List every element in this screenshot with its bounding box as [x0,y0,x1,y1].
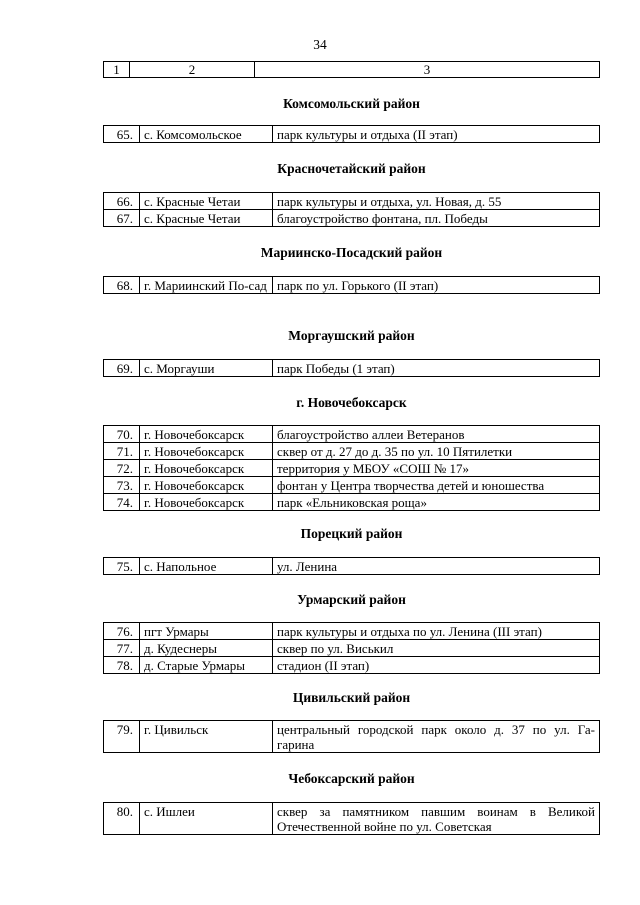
row-object: стадион (II этап) [273,657,600,674]
row-object: сквер за памятником павшим воинам в Великой Отечественной войне по ул. Советская [273,803,600,835]
row-place: д. Кудеснеры [140,640,273,657]
section-title: Чебоксарский район [288,771,415,786]
section-table [103,125,600,143]
section-table [103,192,600,227]
row-number: 76. [104,623,140,640]
row-object: парк Победы (1 этап) [273,360,600,377]
table-row [104,657,600,674]
row-number: 69. [104,360,140,377]
row-number: 75. [104,558,140,575]
row-place: с. Ишлеи [140,803,273,835]
row-number: 67. [104,210,140,227]
row-number: 73. [104,477,140,494]
row-number: 71. [104,443,140,460]
row-object: благоустройство фонтана, пл. Победы [273,210,600,227]
row-place: д. Старые Урмары [140,657,273,674]
column-header-row [104,62,600,78]
section-title: г. Новочебоксарск [296,395,407,410]
section-table [103,622,600,674]
row-object: парк культуры и отдыха (II этап) [273,126,600,143]
row-number: 78. [104,657,140,674]
column-header-table [103,61,600,78]
section-table [103,720,600,753]
table-row [104,210,600,227]
table-row [104,721,600,753]
row-place: г. Новочебоксарск [140,460,273,477]
table-row [104,477,600,494]
row-object: территория у МБОУ «СОШ № 17» [273,460,600,477]
row-number: 66. [104,193,140,210]
section-title: Красночетайский район [277,161,426,176]
row-place: г. Мариинский По-сад [140,277,273,294]
row-place: г. Новочебоксарск [140,443,273,460]
row-number: 70. [104,426,140,443]
row-object: сквер по ул. Виськил [273,640,600,657]
row-number: 72. [104,460,140,477]
column-number-1: 1 [104,62,130,78]
table-row [104,360,600,377]
row-object: благоустройство аллеи Ветеранов [273,426,600,443]
table-row [104,803,600,835]
section-title: Урмарский район [297,592,406,607]
table-row [104,426,600,443]
row-place: г. Новочебоксарск [140,494,273,511]
row-object: парк культуры и отдыха по ул. Ленина (III этап) [273,623,600,640]
section-table [103,276,600,294]
section-table [103,557,600,575]
table-row [104,443,600,460]
section-title: Порецкий район [300,526,403,541]
row-number: 80. [104,803,140,835]
row-object: сквер от д. 27 до д. 35 по ул. 10 Пятилетки [273,443,600,460]
row-object: центральный городской парк около д. 37 по ул. Га-гарина [273,721,600,753]
section-table [103,802,600,835]
section-title: Комсомольский район [283,96,420,111]
row-number: 65. [104,126,140,143]
row-place: пгт Урмары [140,623,273,640]
row-place: г. Цивильск [140,721,273,753]
table-row [104,640,600,657]
section-title: Цивильский район [292,690,411,705]
section-title: Мариинско-Посадский район [260,245,443,260]
page-number: 34 [313,37,327,52]
row-number: 77. [104,640,140,657]
row-number: 68. [104,277,140,294]
row-place: г. Новочебоксарск [140,477,273,494]
row-place: с. Напольное [140,558,273,575]
row-object: ул. Ленина [273,558,600,575]
table-row [104,494,600,511]
table-row [104,558,600,575]
row-object: парк культуры и отдыха, ул. Новая, д. 55 [273,193,600,210]
row-number: 79. [104,721,140,753]
table-row [104,623,600,640]
table-row [104,277,600,294]
row-place: г. Новочебоксарск [140,426,273,443]
row-object: парк по ул. Горького (II этап) [273,277,600,294]
column-number-2: 2 [130,62,255,78]
table-row [104,193,600,210]
row-object: фонтан у Центра творчества детей и юношества [273,477,600,494]
table-row [104,126,600,143]
row-object: парк «Ельниковская роща» [273,494,600,511]
row-place: с. Комсомольское [140,126,273,143]
section-table [103,425,600,511]
section-table [103,359,600,377]
row-place: с. Красные Четаи [140,193,273,210]
row-place: с. Красные Четаи [140,210,273,227]
section-title: Моргаушский район [288,328,415,343]
table-row [104,460,600,477]
row-number: 74. [104,494,140,511]
column-number-3: 3 [255,62,600,78]
row-place: с. Моргауши [140,360,273,377]
